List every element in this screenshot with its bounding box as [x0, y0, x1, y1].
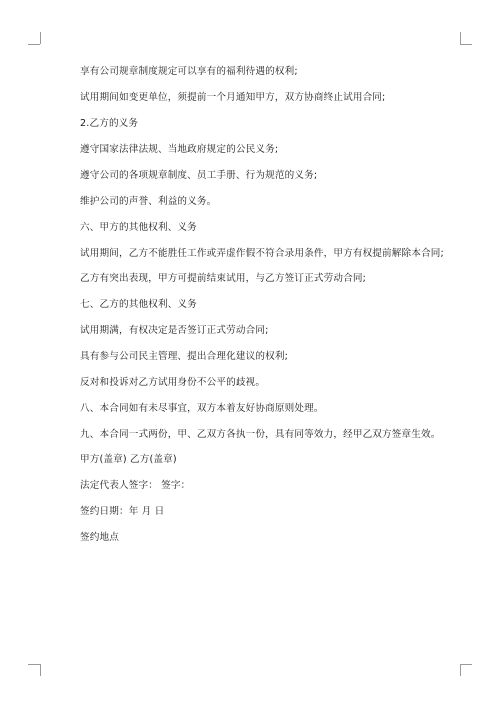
paragraph-oppose-discrimination: 反对和投诉对乙方试用身份不公平的歧视。	[80, 377, 266, 388]
crop-mark-bottom-right-h	[460, 664, 472, 665]
crop-mark-bottom-left-v	[40, 664, 41, 676]
section-heading-party-b-obligations: 2.乙方的义务	[80, 118, 139, 129]
paragraph-obey-company-rules: 遵守公司的各项规章制度、员工手册、行为规范的义务;	[80, 170, 318, 181]
crop-mark-top-left-v	[40, 32, 41, 44]
paragraph-benefits-right: 享有公司规章制度规定可以享有的福利待遇的权利;	[80, 66, 298, 77]
paragraph-decide-contract: 试用期满，有权决定是否签订正式劳动合同;	[80, 325, 269, 336]
crop-mark-bottom-right-v	[460, 664, 461, 676]
paragraph-participate-management: 具有参与公司民主管理、提出合理化建议的权利;	[80, 351, 289, 362]
paragraph-obey-laws: 遵守国家法律法规、当地政府规定的公民义务;	[80, 144, 279, 155]
signature-seals-line: 甲方(盖章) 乙方(盖章)	[80, 454, 177, 465]
crop-mark-bottom-left-h	[28, 664, 40, 665]
signature-representative-line: 法定代表人签字： 签字：	[80, 480, 191, 491]
section-heading-six: 六、甲方的其他权利、义务	[80, 222, 197, 233]
paragraph-protect-reputation: 维护公司的声誉、利益的义务。	[80, 196, 217, 207]
crop-mark-top-left-h	[28, 44, 40, 45]
section-heading-seven: 七、乙方的其他权利、义务	[80, 299, 197, 310]
section-heading-eight: 八、本合同如有未尽事宜，双方本着友好协商原则处理。	[80, 403, 324, 414]
paragraph-early-termination: 试用期间，乙方不能胜任工作或弄虚作假不符合录用条件，甲方有权提前解除本合同;	[80, 248, 444, 259]
signing-date-line: 签约日期：年 月 日	[80, 506, 165, 517]
crop-mark-top-right-v	[460, 32, 461, 44]
paragraph-early-end-trial: 乙方有突出表现，甲方可提前结束试用，与乙方签订正式劳动合同;	[80, 273, 366, 284]
section-heading-nine: 九、本合同一式两份，甲、乙双方各执一份，具有同等效力，经甲乙双方签章生效。	[80, 429, 441, 440]
signing-place-line: 签约地点	[80, 532, 119, 543]
paragraph-change-employer: 试用期间如变更单位，须提前一个月通知甲方，双方协商终止试用合同;	[80, 92, 386, 103]
crop-mark-top-right-h	[460, 44, 472, 45]
document-body	[58, 64, 444, 556]
